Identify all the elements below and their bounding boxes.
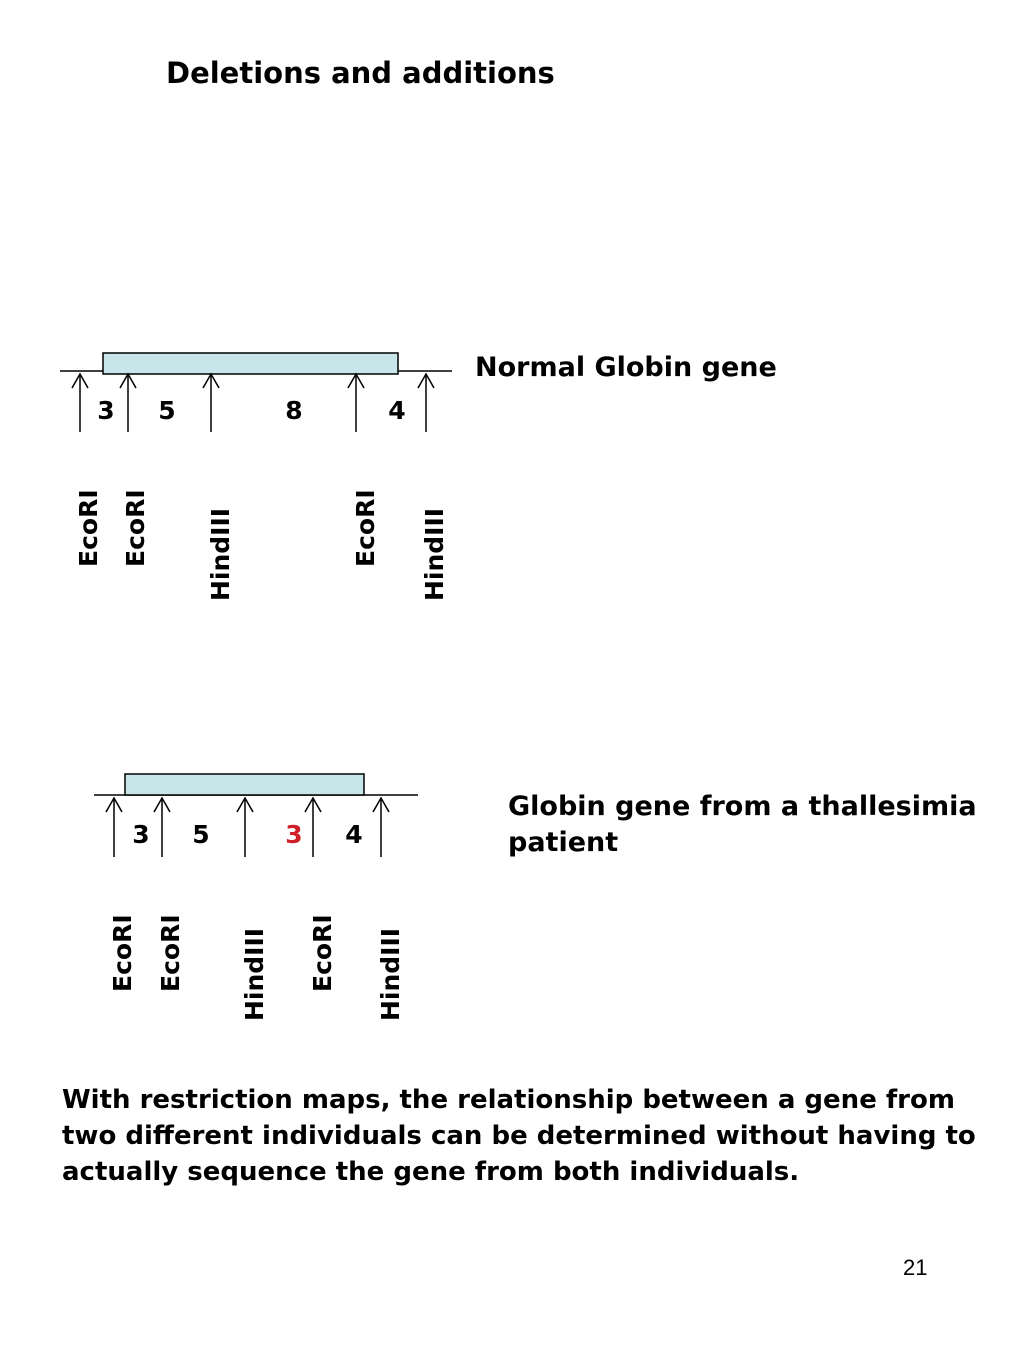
site-arrow — [373, 798, 389, 857]
site-arrow — [154, 798, 170, 857]
site-arrow — [106, 798, 122, 857]
site-label: EcoRI — [351, 489, 380, 567]
normal-gene-label: Normal Globin gene — [475, 352, 777, 383]
site-label: EcoRI — [74, 489, 103, 567]
site-label: EcoRI — [156, 914, 185, 992]
site-label: EcoRI — [108, 914, 137, 992]
site-label: HindIII — [240, 927, 269, 1021]
fragment-size-altered: 3 — [285, 820, 303, 849]
site-arrow — [72, 374, 88, 432]
patient-gene-label: Globin gene from a thallesimia patient — [508, 791, 977, 858]
site-arrow — [120, 374, 136, 432]
patient-gene-map — [94, 774, 418, 1021]
gene-box — [103, 353, 398, 374]
site-label: EcoRI — [121, 489, 150, 567]
slide-title: Deletions and additions — [166, 56, 555, 90]
fragment-size: 3 — [97, 396, 115, 425]
site-arrow — [305, 798, 321, 857]
site-label: HindIII — [206, 507, 235, 601]
fragment-size: 5 — [192, 820, 210, 849]
normal-gene-map — [60, 353, 452, 601]
gene-box — [125, 774, 364, 795]
fragment-size: 5 — [158, 396, 176, 425]
fragment-size: 3 — [132, 820, 150, 849]
site-arrow — [203, 374, 219, 432]
site-arrow — [418, 374, 434, 432]
site-label: HindIII — [376, 927, 405, 1021]
site-arrow — [348, 374, 364, 432]
fragment-size: 4 — [345, 820, 363, 849]
fragment-size: 4 — [388, 396, 406, 425]
explanation-text: With restriction maps, the relationship between a gene from two different individuals can be determined without having to actually sequence the gene from both individuals. — [62, 1085, 976, 1187]
fragment-size: 8 — [285, 396, 303, 425]
site-label: EcoRI — [308, 914, 337, 992]
site-arrow — [237, 798, 253, 857]
site-label: HindIII — [420, 507, 449, 601]
page-number: 21 — [903, 1255, 928, 1280]
